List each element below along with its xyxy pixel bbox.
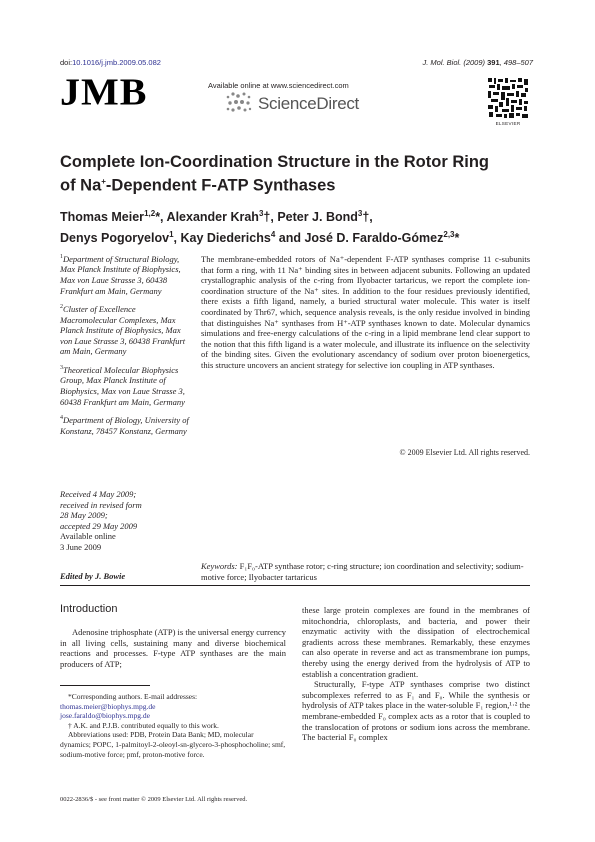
doi-prefix: doi:: [60, 58, 73, 67]
title-line-2-pre: of Na: [60, 176, 102, 195]
title-line-1: Complete Ion-Coordination Structure in the Rotor Ring: [60, 153, 489, 171]
email-link[interactable]: thomas.meier@biophys.mpg.de: [60, 701, 156, 711]
intro-right-column: [302, 605, 530, 743]
author[interactable]: Peter J. Bond$^3$†,: [277, 209, 373, 225]
received-date: Received 4 May 2009;: [60, 489, 137, 499]
author-list: [60, 205, 540, 247]
keywords-label: Keywords:: [201, 561, 238, 571]
doi-link[interactable]: 10.1016/j.jmb.2009.05.082: [72, 58, 161, 67]
footnotes: [60, 692, 286, 759]
author[interactable]: José D. Faraldo-Gómez$^{2,3}$*: [304, 230, 460, 246]
author[interactable]: Alexander Krah$^3$†,: [166, 209, 278, 225]
article-dates: [60, 489, 190, 553]
footnote-equal-contribution: † A.K. and P.J.B. contributed equally to this work.: [68, 720, 219, 730]
footnote-divider: [60, 685, 150, 686]
affiliation: $^3$Theoretical Molecular Biophysics Group, Max Planck Institute of Biophysics, Max von Laue Strasse 3, 60438 Frankfurt am Main, Germany: [60, 364, 185, 407]
revised-date: 28 May 2009;: [60, 510, 108, 521]
front-matter-line: 0022-2836/$ - see front matter © 2009 Elsevier Ltd. All rights reserved.: [60, 796, 248, 803]
affiliations: [60, 252, 190, 442]
abstract-copyright: © 2009 Elsevier Ltd. All rights reserved.: [399, 448, 530, 457]
journal-logo: JMB: [60, 70, 148, 113]
affiliation: $^4$Department of Biology, University of Konstanz, 78457 Konstanz, Germany: [60, 415, 189, 436]
sciencedirect-logo-icon: [224, 91, 254, 115]
intro-left-column: [60, 627, 286, 669]
footnote-corresponding: *Corresponding authors. E-mail addresses:: [68, 692, 198, 701]
journal-pages: , 498–507: [499, 58, 533, 67]
available-date: 3 June 2009: [60, 541, 102, 552]
journal-year: (2009): [461, 58, 488, 67]
author[interactable]: Denys Pogoryelov$^1$,: [60, 230, 181, 246]
intro-paragraph: Adenosine triphosphate (ATP) is the universal energy currency in all living cells, sustaining many and diverse biochemical reactions and processes. F-type ATP synthases are the main producers of ATP;: [60, 627, 286, 669]
title-line-2: [60, 172, 540, 196]
keywords-text: F₁F₀-ATP synthase rotor; c-ring structure; ion coordination and selectivity; sodium-motive force; Ilyobacter tartaricus: [201, 561, 524, 582]
author[interactable]: Kay Diederichs$^4$ and: [180, 230, 305, 246]
footnote-abbreviations: Abbreviations used: PDB, Protein Data Bank; MD, molecular dynamics; POPC, 1-palmitoyl-2-oleoyl-sn-glycero-3-phosphocholine; smf, sodium-motive force; pmf, proton-motive force.: [60, 730, 286, 759]
section-heading-introduction: Introduction: [60, 603, 118, 615]
section-divider: [60, 585, 530, 586]
available-online[interactable]: Available online at www.sciencedirect.com: [208, 81, 349, 90]
elsevier-label: ELSEVIER: [495, 121, 521, 126]
intro-paragraph: these large protein complexes are found in the membranes of mitochondria, chloroplasts, and bacteria, and power their enzymatic activity with the dissipation of electrochemical gradients across these membranes. Remarkably, these enzymes can also operate in reverse and act as transmembrane ion pumps, thereby using the energy derived from the hydrolysis of ATP to establish a concentration gradient.: [302, 605, 530, 679]
available-label: Available online: [60, 531, 116, 542]
journal-reference: [422, 58, 533, 67]
title-line-2-post: -Dependent F-ATP Synthases: [105, 176, 336, 195]
accepted-date: accepted 29 May 2009: [60, 520, 138, 531]
article-title: [60, 152, 540, 196]
email-link[interactable]: jose.faraldo@biophys.mpg.de: [60, 711, 151, 721]
affiliation: $^2$Cluster of Excellence Macromolecular Complexes, Max Planck Institute of Biophysics, Max von Laue Strasse 3, 60438 Frankfurt am Main, Germany: [60, 304, 186, 357]
intro-paragraph: Structurally, F-type ATP synthases comprise two distinct subcomplexes referred to as F₁ and F₀. While the synthesis or hydrolysis of ATP takes place in the water-soluble F₁ region,¹·² the membrane-embedded F₀ complex acts as a rotor that is coupled to the translocation of protons or sodium ions across the membrane. The bacterial F₀ complex: [302, 679, 530, 743]
author[interactable]: Thomas Meier$^{1,2}$*,: [60, 209, 167, 225]
doi[interactable]: [60, 58, 161, 67]
abstract: The membrane-embedded rotors of Na⁺-dependent F-ATP synthases comprise 11 c-subunits that form a ring, with 11 Na⁺ binding sites in between adjacent subunits. Following an updated crystallographic analysis of the c-ring from Ilyobacter tartaricus, we report the complete ion-coordination structure of the Na⁺ sites. In addition to the four residues previously identified, there exists a fifth ligand, namely, a buried structural water molecule. This water is itself coordinated by Thr67, which, sequence analysis reveals, is the only residue involved in binding that distinguishes Na⁺ synthases from H⁺-ATP synthases known to date. Molecular dynamics simulations and free-energy calculations of the c-ring in a lipid membrane lend clear support to the notion that this fifth ligand is a water molecule, and illustrate its influence on the selectivity of the binding sites. Given the evolutionary ascendancy of sodium over proton bioenergetics, this structure uncovers an ancient strategy for selective ion coupling in ATP synthases.: [201, 254, 530, 370]
journal-volume: 391: [487, 58, 500, 67]
title-line-2-sup: +: [101, 177, 106, 186]
journal-name: J. Mol. Biol.: [422, 58, 462, 67]
affiliation: $^1$Department of Structural Biology, Max Planck Institute of Biophysics, Max von Laue Strasse 3, 60438 Frankfurt am Main, Germany: [60, 253, 181, 296]
keywords: [201, 561, 530, 582]
elsevier-logo-icon: [486, 76, 530, 120]
revised-label: received in revised form: [60, 499, 142, 510]
sciencedirect-wordmark: ScienceDirect: [258, 94, 359, 113]
edited-by: Edited by J. Bowie: [60, 571, 126, 581]
